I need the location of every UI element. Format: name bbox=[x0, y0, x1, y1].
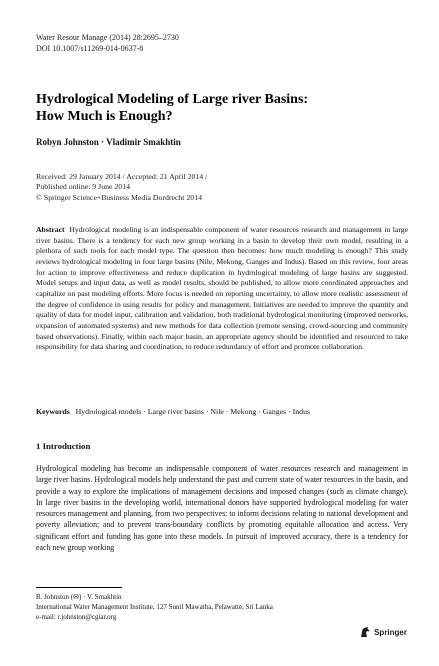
footnote-email: e-mail: r.johnston@cgiar.org bbox=[36, 613, 117, 621]
footnote-divider bbox=[36, 587, 122, 588]
section-heading: 1 Introduction bbox=[36, 441, 91, 451]
journal-citation: Water Resour Manage (2014) 28:2695–2730 bbox=[36, 33, 179, 42]
springer-wordmark: Springer bbox=[374, 627, 407, 637]
springer-horse-icon bbox=[359, 626, 371, 638]
author-footnote bbox=[36, 592, 273, 622]
keywords-text: Hydrological models · Large river basins · Nile · Mekong · Ganges · Indus bbox=[75, 407, 311, 416]
copyright: © Springer Science+Business Media Dordrecht 2014 bbox=[36, 192, 203, 202]
keywords bbox=[36, 407, 408, 416]
springer-logo bbox=[359, 626, 407, 638]
journal-header bbox=[36, 32, 179, 54]
published-online: Published online: 9 June 2014 bbox=[36, 182, 130, 192]
abstract bbox=[36, 225, 408, 353]
body-paragraph: Hydrological modeling has become an indispensable component of water resources research and management in large river basins. Hydrological models help understand the past and current state of water resources in the basin, and provide a way to explore the implications of management decisions and imposed changes (such as climate change). In large river basins in the developing world, international donors have supported hydrological modeling for water resources management and planning, from two perspectives: to inform decisions relating to national development and poverty alleviation; and to prevent trans-boundary conflicts by promoting equitable allocation and access. Very significant effort and funding has gone into these models. In pursuit of improved accuracy, there is a tendency for each new group working bbox=[36, 464, 408, 553]
abstract-label: Abstract bbox=[36, 225, 65, 234]
keywords-label: Keywords bbox=[36, 407, 70, 416]
paper-title bbox=[36, 91, 406, 125]
footnote-affiliation: International Water Management Institute, 127 Sunil Mawatha, Pelawatte, Sri Lanka bbox=[36, 603, 273, 611]
authors: Robyn Johnston · Vladimir Smakhtin bbox=[36, 137, 181, 147]
paper-title-line-2: How Much is Enough? bbox=[36, 109, 173, 124]
doi: DOI 10.1007/s11269-014-0637-8 bbox=[36, 44, 144, 53]
footnote-authors: R. Johnston (✉) · V. Smakhtin bbox=[36, 593, 122, 601]
paper-title-line-1: Hydrological Modeling of Large river Basins: bbox=[36, 92, 309, 107]
abstract-text: Hydrological modeling is an indispensable component of water resources research and management in large river basins. There is a tendency for each new group working in a basin to develop their own model, resulting in a plethora of such tools for each model type. The question then becomes: how much modeling is enough? This study reviews hydrological modeling in four large basins (Nile, Mekong, Ganges and Indus). Based on this review, four areas for action to improve effectiveness and reduce duplication in hydrological modeling of large basins are suggested. Model setups and input data, as well as model results, should be published, to allow more coordinated approaches and capitalize on past modeling efforts. More focus is needed on reporting uncertainty, to allow more realistic assessment of the degree of confidence in using results for policy and management. Initiatives are needed to improve the quantity and quality of data for model input, calibration and validation, both traditional hydrological monitoring (improved networks, expansion of automated systems) and new methods for data collection (remote sensing, crowd-sourcing and community based observations). Finally, within each major basin, an appropriate agency should be identified and resourced to take responsibility for data sharing and coordination, to reduce redundancy of effort and promote collaboration. bbox=[36, 225, 408, 352]
publication-dates bbox=[36, 172, 207, 203]
received-accepted: Received: 29 January 2014 / Accepted: 21 April 2014 / bbox=[36, 172, 208, 181]
